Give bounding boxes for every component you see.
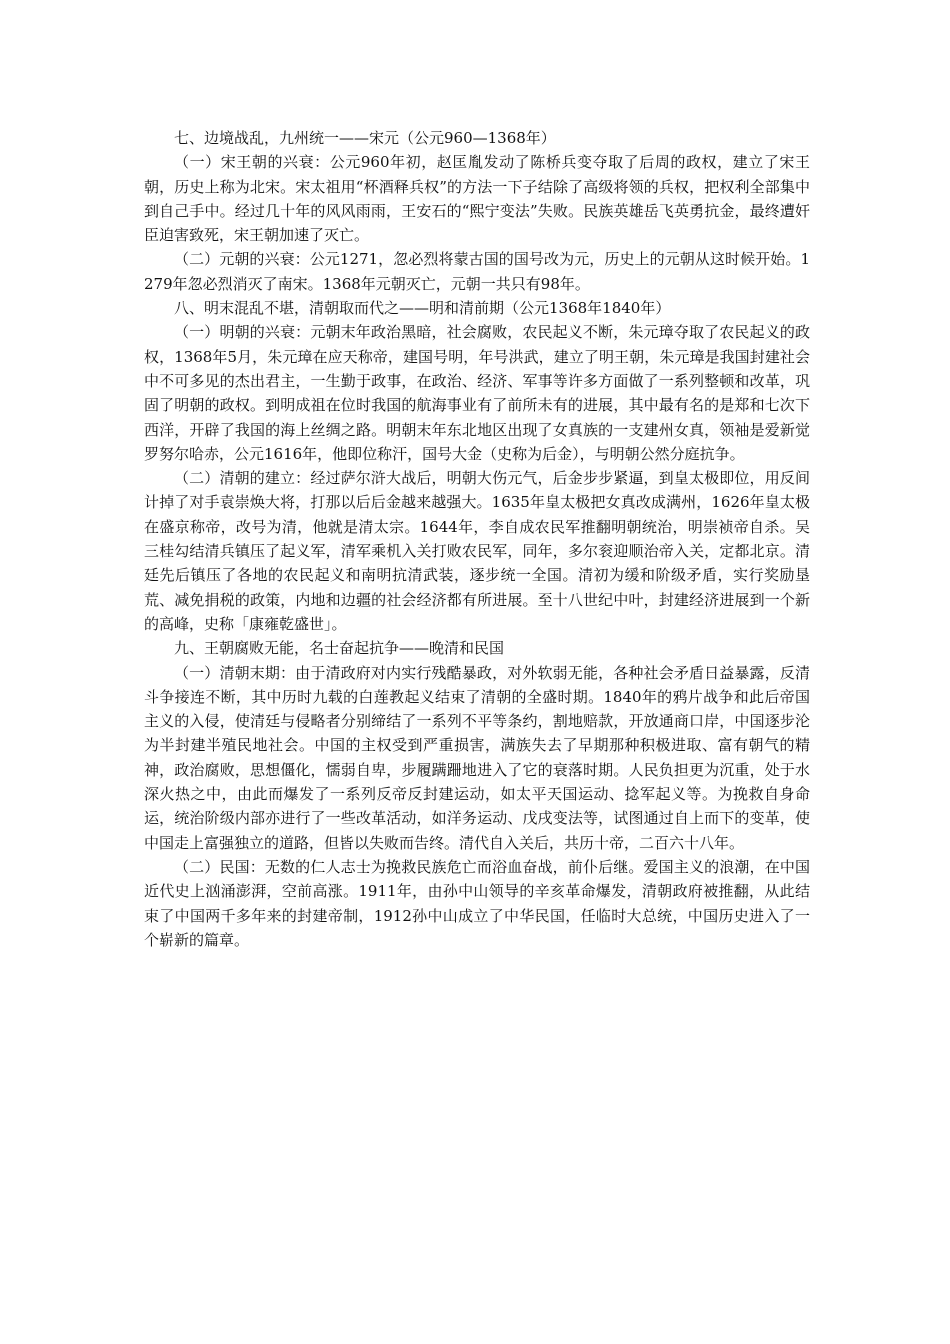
section-7-para-2: （二）元朝的兴衰：公元1271，忽必烈将蒙古国的国号改为元，历史上的元朝从这时候开始。1279年忽必烈消灭了南宋。1368年元朝灭亡，元朝一共只有98年。 xyxy=(144,250,810,293)
section-8-para-1: （一）明朝的兴衰：元朝末年政治黑暗，社会腐败，农民起义不断，朱元璋夺取了农民起义的政权，1368年5月，朱元璋在应天称帝，建国号明，年号洪武，建立了明王朝，朱元璋是我国封建社会中不可多见的杰出君主，一生勤于政事，在政治、经济、军事等许多方面做了一系列整顿和改革，巩固了明朝的政权。到明成祖在位时我国的航海事业有了前所未有的进展，其中最有名的是郑和七次下西洋，开辟了我国的海上丝绸之路。明朝末年东北地区出现了女真族的一支建州女真，领袖是爱新觉罗努尔哈赤，公元1616年，他即位称汗，国号大金（史称为后金），与明朝公然分庭抗争。 xyxy=(144,323,810,463)
section-8-heading: 八、明末混乱不堪，清朝取而代之——明和清前期（公元1368年1840年） xyxy=(174,299,671,318)
section-9-para-1: （一）清朝末期：由于清政府对内实行残酷暴政，对外软弱无能，各种社会矛盾日益暴露，反清斗争接连不断，其中历时九载的白莲教起义结束了清朝的全盛时期。1840年的鸦片战争和此后帝国主义的入侵，使清廷与侵略者分别缔结了一系列不平等条约，割地赔款，开放通商口岸，中国逐步沦为半封建半殖民地社会。中国的主权受到严重损害，满族失去了早期那种积极进取、富有朝气的精神，政治腐败，思想僵化，懦弱自卑，步履蹒跚地进入了它的衰落时期。人民负担更为沉重，处于水深火热之中，由此而爆发了一系列反帝反封建运动，如太平天国运动、捻军起义等。为挽救自身命运，统治阶级内部亦进行了一些改革活动，如洋务运动、戊戌变法等，试图通过自上而下的变革，使中国走上富强独立的道路，但皆以失败而告终。清代自入关后，共历十帝，二百六十八年。 xyxy=(144,663,810,852)
section-7-heading: 七、边境战乱，九州统一——宋元（公元960—1368年） xyxy=(174,129,556,147)
document-page xyxy=(144,126,810,952)
section-9-para-2: （二）民国：无数的仁人志士为挽救民族危亡而浴血奋战，前仆后继。爱国主义的浪潮，在中国近代史上汹涌澎湃，空前高涨。1911年，由孙中山领导的辛亥革命爆发，清朝政府被推翻，从此结束了中国两千多年来的封建帝制，1912孙中山成立了中华民国，任临时大总统，中国历史进入了一个崭新的篇章。 xyxy=(144,857,810,949)
section-8-para-2: （二）清朝的建立：经过萨尔浒大战后，明朝大伤元气，后金步步紧逼，到皇太极即位，用反间计掉了对手袁崇焕大将，打那以后后金越来越强大。1635年皇太极把女真改成满州，1626年皇太极在盛京称帝，改号为清，他就是清太宗。1644年，李自成农民军推翻明朝统治，明崇祯帝自杀。吴三桂勾结清兵镇压了起义军，清军乘机入关打败农民军，同年，多尔衮迎顺治帝入关，定都北京。清廷先后镇压了各地的农民起义和南明抗清武装，逐步统一全国。清初为缓和阶级矛盾，实行奖励垦荒、减免捐税的政策，内地和边疆的社会经济都有所进展。至十八世纪中叶，封建经济进展到一个新的高峰，史称「康雍乾盛世」。 xyxy=(144,469,810,633)
section-9-heading: 九、王朝腐败无能，名士奋起抗争——晚清和民国 xyxy=(174,639,505,658)
section-7-para-1: （一）宋王朝的兴衰：公元960年初，赵匡胤发动了陈桥兵变夺取了后周的政权，建立了宋王朝，历史上称为北宋。宋太祖用“杯酒释兵权”的方法一下子结除了高级将领的兵权，把权利全部集中到自己手中。经过几十年的风风雨雨，王安石的“熙宁变法”失败。民族英雄岳飞英勇抗金，最终遭奸臣迫害致死，宋王朝加速了灭亡。 xyxy=(144,153,810,245)
